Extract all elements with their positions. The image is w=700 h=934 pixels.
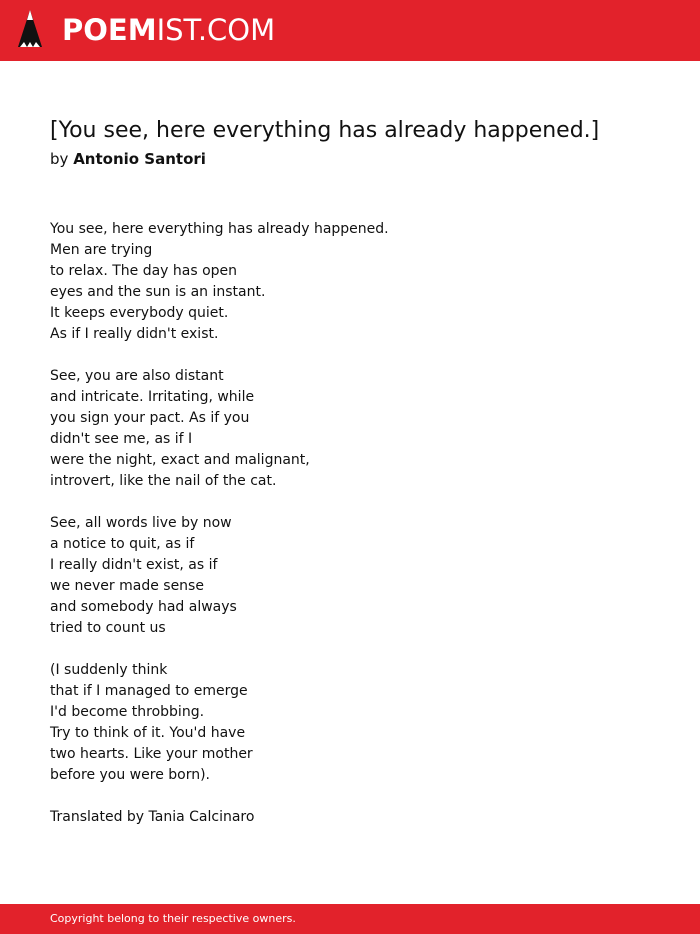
poem-line: before you were born). <box>50 767 211 783</box>
poem-line: we never made sense <box>50 578 204 594</box>
poem-line: didn't see me, as if I <box>50 431 193 447</box>
poem-line: Men are trying <box>50 242 153 258</box>
copyright-notice: Copyright belong to their respective owners. <box>50 912 296 925</box>
poem-line: You see, here everything has already happened. <box>50 221 389 237</box>
stanza <box>50 366 650 492</box>
poem-line: eyes and the sun is an instant. <box>50 284 266 300</box>
poem-line: and somebody had always <box>50 599 237 615</box>
author-name: Antonio Santori <box>73 150 206 168</box>
poem-line: a notice to quit, as if <box>50 536 195 552</box>
poem-line: Try to think of it. You'd have <box>50 725 246 741</box>
poem-line: two hearts. Like your mother <box>50 746 253 762</box>
translator-credit: Translated by Tania Calcinaro <box>50 809 255 825</box>
poem-line: It keeps everybody quiet. <box>50 305 229 321</box>
poem-line: I'd become throbbing. <box>50 704 205 720</box>
poem-title: [You see, here everything has already happened.] <box>50 118 600 143</box>
poem-line: See, you are also distant <box>50 368 224 384</box>
stanza <box>50 513 650 639</box>
byline <box>50 149 206 169</box>
poem-line: As if I really didn't exist. <box>50 326 219 342</box>
by-label: by <box>50 150 69 168</box>
site-footer <box>0 904 700 934</box>
stanza <box>50 660 650 786</box>
poem-line: See, all words live by now <box>50 515 232 531</box>
poem-line: you sign your pact. As if you <box>50 410 250 426</box>
pencil-tip-icon <box>16 9 44 51</box>
poem-line: to relax. The day has open <box>50 263 238 279</box>
poem-line: (I suddenly think <box>50 662 168 678</box>
site-logo-link[interactable] <box>62 13 275 47</box>
poem-line: that if I managed to emerge <box>50 683 248 699</box>
site-header <box>0 0 700 61</box>
poem-line: were the night, exact and malignant, <box>50 452 310 468</box>
stanza <box>50 219 650 345</box>
poem-body <box>50 219 650 828</box>
poem-line: and intricate. Irritating, while <box>50 389 255 405</box>
brand-name-light: IST.COM <box>156 13 276 47</box>
poem-line: tried to count us <box>50 620 166 636</box>
brand-name-strong: POEM <box>62 13 157 47</box>
poem-line: introvert, like the nail of the cat. <box>50 473 277 489</box>
poem-line: I really didn't exist, as if <box>50 557 218 573</box>
